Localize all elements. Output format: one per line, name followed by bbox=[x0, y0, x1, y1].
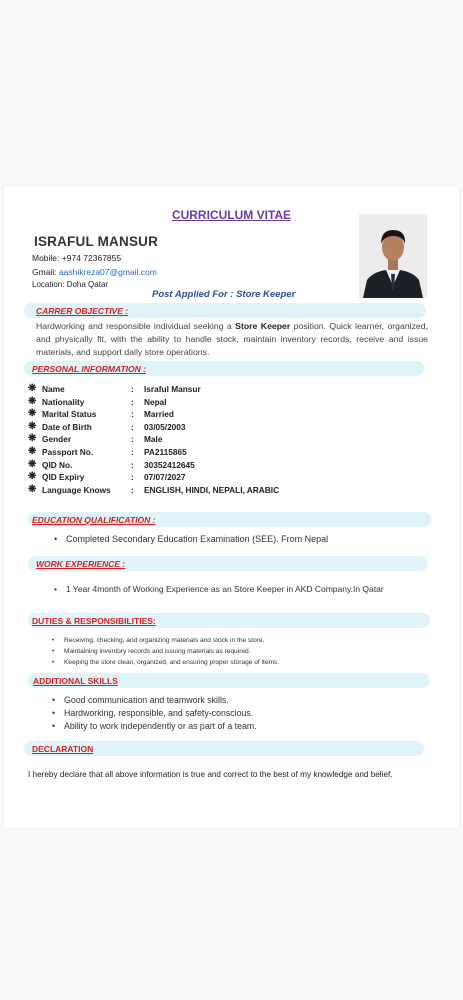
personal-info-value: Israful Mansur bbox=[144, 384, 201, 394]
list-item-text: Ability to work independently or as part of a team. bbox=[64, 721, 257, 731]
location-value: Doha Qatar bbox=[66, 280, 109, 289]
personal-info-label: QID Expiry bbox=[42, 472, 85, 483]
bullet-dot-icon: • bbox=[54, 534, 58, 544]
mobile-value: +974 72367855 bbox=[61, 253, 122, 263]
list-item bbox=[52, 720, 257, 733]
duties-heading: DUTIES & RESPONSIBILITIES: bbox=[32, 616, 156, 626]
personal-info-separator: : bbox=[131, 384, 134, 394]
objective-text bbox=[36, 320, 428, 359]
personal-info-label: Nationality bbox=[42, 396, 85, 407]
personal-info-separator: : bbox=[131, 447, 134, 457]
personal-info-separator: : bbox=[131, 484, 134, 495]
gmail-line bbox=[32, 267, 157, 277]
list-item bbox=[52, 635, 279, 646]
personal-info-label: Passport No. bbox=[42, 447, 94, 457]
personal-info-label: Language Knows bbox=[42, 484, 111, 495]
flower-bullet-icon: ❋ bbox=[28, 408, 37, 420]
personal-info-value: 03/05/2003 bbox=[144, 421, 186, 432]
experience-heading: WORK EXPERIENCE : bbox=[36, 559, 126, 569]
list-item-text: Keeping the store clean, organized, and ensuring proper storage of items. bbox=[64, 659, 280, 666]
bullet-dot-icon: • bbox=[52, 695, 56, 705]
duties-list bbox=[52, 635, 279, 668]
personal-info-separator: : bbox=[131, 472, 134, 483]
objective-heading: CARRER OBJECTIVE : bbox=[36, 306, 129, 316]
personal-info-value: PA2115865 bbox=[144, 447, 187, 457]
candidate-name: ISRAFUL MANSUR bbox=[34, 234, 159, 249]
document-title: CURRICULUM VITAE bbox=[171, 208, 292, 222]
personal-info-label: Name bbox=[42, 384, 65, 394]
skills-list bbox=[52, 694, 257, 733]
list-item-text: Receiving, checking, and organizing materials and stock in the store. bbox=[64, 637, 265, 644]
education-heading: EDUCATION QUALIFICATION : bbox=[32, 515, 156, 525]
bullet-dot-icon: • bbox=[52, 721, 56, 731]
personal-info-label: Date of Birth bbox=[42, 421, 92, 432]
post-applied: Post Applied For : Store Keeper bbox=[152, 289, 296, 300]
personal-info-separator: : bbox=[131, 459, 134, 470]
personal-info-separator: : bbox=[131, 409, 134, 420]
resume-page bbox=[4, 186, 459, 828]
list-item bbox=[52, 694, 257, 707]
gmail-link[interactable]: aashikreza07@gmail.com bbox=[58, 267, 157, 277]
list-item-text: Completed Secondary Education Examination (SEE). From Nepal bbox=[66, 534, 329, 544]
flower-bullet-icon: ❋ bbox=[28, 383, 37, 394]
education-list bbox=[54, 533, 328, 545]
list-item bbox=[52, 707, 257, 720]
list-item-text: Good communication and teamwork skills. bbox=[64, 695, 229, 705]
flower-bullet-icon: ❋ bbox=[28, 420, 37, 432]
personal-info-value: Nepal bbox=[144, 396, 167, 407]
objective-text-start: Hardworking and responsible individual seeking a bbox=[36, 321, 236, 331]
personal-info-label: QID No. bbox=[42, 459, 73, 470]
mobile-line bbox=[32, 253, 121, 263]
personal-info-separator: : bbox=[131, 434, 134, 445]
location-line bbox=[32, 280, 108, 289]
personal-info-separator: : bbox=[131, 396, 134, 407]
flower-bullet-icon: ❋ bbox=[28, 395, 37, 407]
personal-info-separator: : bbox=[131, 421, 134, 432]
list-item-text: Maintaining inventory records and issuing materials as required. bbox=[64, 648, 251, 655]
personal-heading: PERSONAL INFORMATION : bbox=[32, 364, 146, 374]
personal-info-value: Married bbox=[144, 409, 174, 420]
experience-list bbox=[54, 583, 384, 595]
flower-bullet-icon: ❋ bbox=[28, 483, 37, 495]
personal-info-value: 07/07/2027 bbox=[144, 472, 186, 483]
flower-bullet-icon: ❋ bbox=[28, 446, 37, 457]
personal-info-label: Marital Status bbox=[42, 409, 97, 420]
bullet-dot-icon: • bbox=[54, 584, 57, 594]
personal-info-value: 30352412645 bbox=[144, 459, 195, 470]
bullet-dot-icon: • bbox=[52, 708, 56, 718]
mobile-label: Mobile: bbox=[32, 253, 60, 263]
location-label: Location: bbox=[32, 280, 65, 289]
personal-info-value: ENGLISH, HINDI, NEPALI, ARABIC bbox=[144, 484, 280, 495]
objective-text-end: position. Quick learner, organized, and physically fit, with the ability to handle stock, maintain inventory records, receive and issue materials, and support daily store operations. bbox=[36, 321, 429, 357]
list-item-text: Hardworking, responsible, and safety-conscious. bbox=[64, 708, 254, 718]
declaration-text: I hereby declare that all above information is true and correct to the best of my knowledge and belief. bbox=[28, 770, 393, 779]
personal-info-label: Gender bbox=[42, 434, 72, 445]
list-item-text: 1 Year 4month of Working Experience as an Store Keeper in AKD Company.In Qatar bbox=[66, 584, 384, 594]
list-item bbox=[54, 583, 384, 595]
declaration-heading: DECLARATION bbox=[32, 744, 94, 754]
bullet-dot-icon: • bbox=[52, 648, 55, 655]
gmail-label: Gmail: bbox=[32, 267, 57, 277]
skills-heading: ADDITIONAL SKILLS bbox=[33, 676, 118, 686]
flower-bullet-icon: ❋ bbox=[28, 433, 37, 445]
list-item bbox=[52, 657, 279, 668]
list-item bbox=[54, 533, 328, 545]
bullet-dot-icon: • bbox=[52, 637, 55, 644]
bullet-dot-icon: • bbox=[52, 659, 55, 666]
personal-info-value: Male bbox=[144, 434, 163, 445]
flower-bullet-icon: ❋ bbox=[28, 458, 37, 470]
objective-highlight: Store Keeper bbox=[235, 321, 291, 331]
profile-photo bbox=[359, 214, 427, 298]
flower-bullet-icon: ❋ bbox=[28, 471, 37, 483]
list-item bbox=[52, 646, 279, 657]
